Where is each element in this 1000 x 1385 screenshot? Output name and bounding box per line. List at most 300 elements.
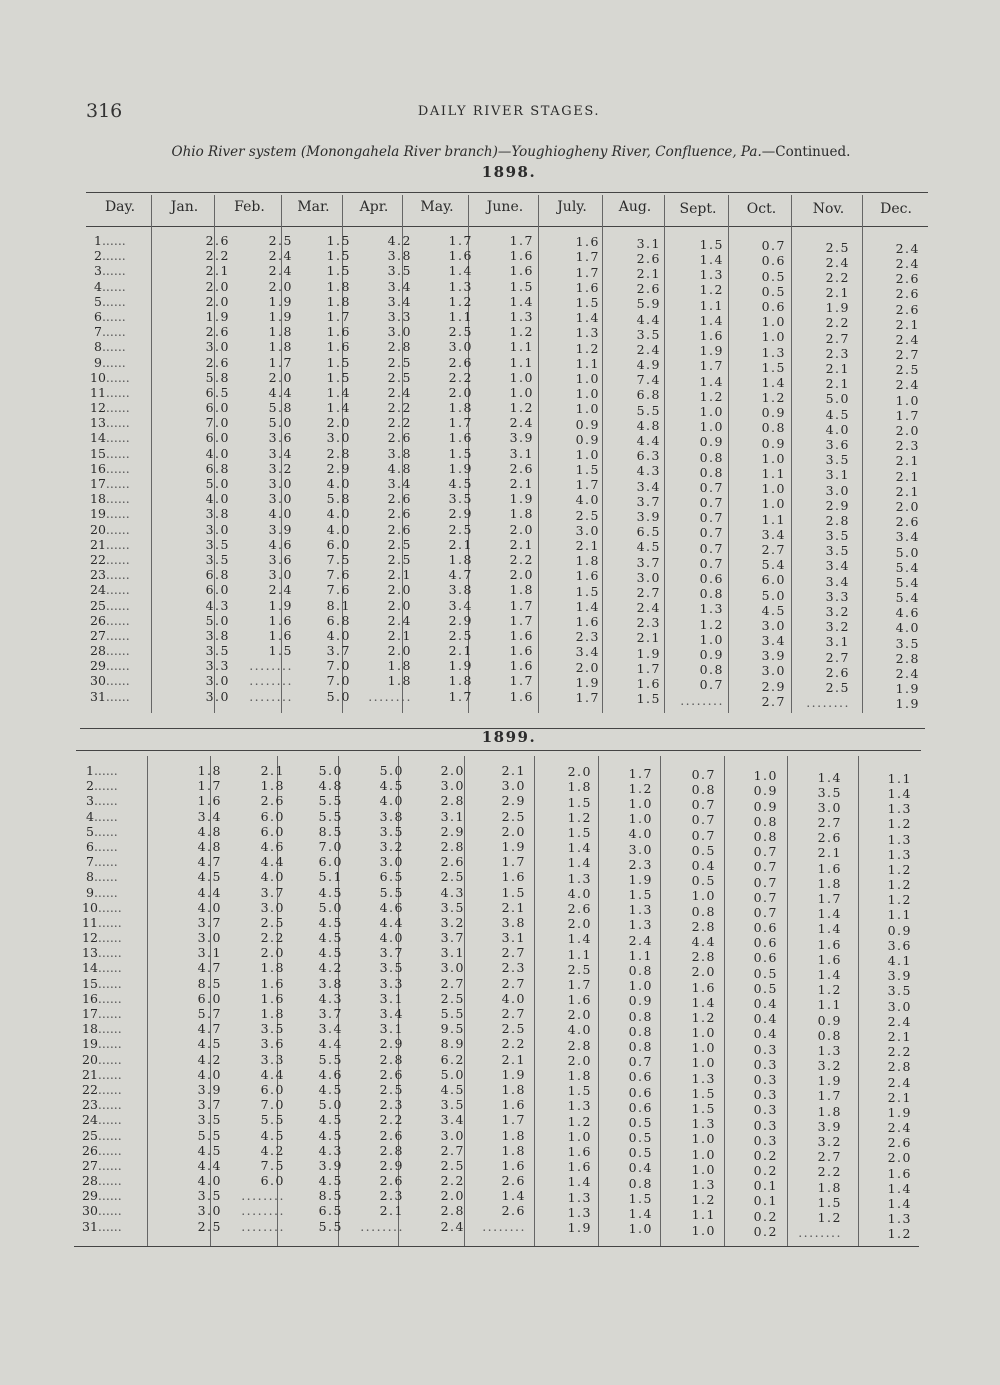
stage-value: 1.7: [575, 689, 600, 705]
stage-value: 2.4: [887, 1074, 912, 1090]
stage-value: 1.8: [268, 339, 293, 355]
day-cell: [82, 839, 122, 854]
day-leader-dots: ......: [101, 293, 126, 309]
stage-value: 5.5: [260, 1112, 285, 1128]
stage-value: 1.8: [448, 400, 473, 416]
stage-value: 3.8: [387, 445, 412, 461]
stage-value: 4.4: [260, 1066, 285, 1082]
stage-value: 2.2: [825, 269, 850, 285]
stage-value: 1.5: [575, 295, 600, 311]
stage-value: 4.5: [318, 1127, 343, 1143]
stage-value: 0.6: [628, 1084, 653, 1100]
stage-value: 4.5: [318, 1081, 343, 1097]
stage-value: 3.7: [318, 1006, 343, 1021]
stage-value: 1.0: [691, 1055, 716, 1071]
stage-value: 1.1: [567, 946, 592, 962]
stage-value: 1.2: [509, 324, 534, 340]
stage-value: 1.6: [817, 951, 842, 967]
stage-value: 2.9: [501, 793, 526, 809]
column-divider: [538, 195, 539, 713]
day-leader-dots: ......: [105, 445, 130, 461]
subtitle-continued: —Continued.: [761, 144, 851, 160]
stage-value: 3.8: [318, 975, 343, 991]
day-cell: [82, 763, 122, 778]
stage-value: 2.6: [825, 664, 850, 680]
stage-value: 4.3: [318, 990, 343, 1006]
stage-value: 1.2: [887, 861, 912, 877]
day-number: 9: [82, 884, 94, 900]
stage-value: 5.8: [268, 400, 293, 416]
stage-value: 3.4: [379, 1006, 404, 1021]
stage-value: 2.7: [895, 347, 920, 363]
stage-value: 1.4: [887, 785, 912, 801]
day-column: [82, 763, 122, 1234]
stage-value: 1.6: [509, 643, 534, 659]
stage-value: 1.6: [260, 990, 285, 1006]
day-number: 14: [82, 960, 98, 976]
stage-value: 3.0: [197, 930, 222, 946]
stage-value: 6.5: [636, 524, 661, 540]
stage-value: 4.6: [268, 536, 293, 552]
stage-value: 1.7: [197, 778, 222, 794]
day-leader-dots: ......: [105, 582, 130, 598]
stage-value: 6.5: [318, 1203, 343, 1219]
stage-value: 1.4: [509, 293, 534, 309]
stage-value: 3.0: [197, 1203, 222, 1219]
stage-value: 4.5: [440, 1081, 465, 1097]
stage-value: 0.7: [691, 766, 716, 782]
stage-value: 2.6: [895, 271, 920, 287]
day-leader-dots: ......: [97, 1006, 122, 1021]
stage-value: 2.0: [205, 293, 230, 309]
day-number: 9: [90, 354, 102, 370]
day-leader-dots: ......: [97, 1051, 122, 1067]
stage-value: 1.8: [448, 673, 473, 689]
stage-value: ........: [249, 688, 293, 704]
stage-value: 2.1: [817, 845, 842, 861]
stage-value: 1.2: [448, 293, 473, 309]
stage-value: 5.0: [379, 763, 404, 778]
day-leader-dots: ......: [105, 476, 130, 491]
column-header: Mar.: [297, 199, 330, 215]
day-cell: [82, 945, 122, 960]
stage-value: 2.6: [501, 1203, 526, 1219]
day-number: 29: [90, 658, 106, 674]
stage-value: 3.5: [440, 1097, 465, 1113]
stage-value: 2.3: [379, 1188, 404, 1204]
stage-value: 4.5: [379, 778, 404, 794]
stage-value: 2.9: [448, 612, 473, 628]
day-leader-dots: ......: [105, 415, 130, 431]
stage-value: 3.2: [817, 1058, 842, 1074]
stage-value: 4.5: [825, 406, 850, 422]
stage-value: 5.0: [326, 688, 351, 704]
day-cell: [90, 446, 130, 461]
stage-value: 1.7: [575, 264, 600, 280]
day-number: 23: [82, 1097, 98, 1113]
day-number: 29: [82, 1188, 98, 1204]
stage-value: 3.1: [825, 634, 850, 650]
stage-value: 2.6: [440, 854, 465, 870]
stage-value: 1.6: [197, 793, 222, 809]
stage-value: 1.2: [817, 1209, 842, 1225]
stage-value: 0.9: [753, 798, 778, 814]
day-cell: [82, 1021, 122, 1036]
stage-value: 5.5: [318, 808, 343, 824]
stage-value: 2.1: [448, 536, 473, 552]
day-leader-dots: ......: [101, 278, 126, 294]
stage-value: 3.2: [379, 838, 404, 854]
stage-value: 2.2: [387, 415, 412, 431]
column-header: Jan.: [170, 199, 199, 215]
stage-value: 3.7: [197, 1097, 222, 1113]
stage-value: 3.4: [387, 278, 412, 294]
day-leader-dots: ......: [93, 808, 118, 824]
stage-value: 1.6: [268, 612, 293, 628]
stage-value: 1.8: [567, 1068, 592, 1084]
stage-value: 1.9: [509, 491, 534, 507]
stage-value: 1.4: [817, 921, 842, 937]
day-cell: [82, 824, 122, 839]
stage-value: 2.6: [448, 354, 473, 370]
stage-value: 0.1: [753, 1178, 778, 1194]
stage-value: 1.5: [691, 1101, 716, 1117]
stage-value: 2.6: [887, 1135, 912, 1151]
stage-value: 3.4: [440, 1112, 465, 1128]
stage-value: 2.4: [268, 248, 293, 264]
day-cell: [90, 673, 130, 688]
stage-value: 0.8: [699, 586, 724, 602]
day-number: 13: [90, 415, 106, 431]
stage-value: 3.5: [205, 643, 230, 659]
month-column: [664, 237, 724, 708]
day-leader-dots: ......: [105, 536, 130, 552]
stage-value: 2.4: [440, 1218, 465, 1234]
stage-value: 1.1: [575, 355, 600, 371]
stage-value: 2.5: [387, 536, 412, 552]
stage-value: 1.5: [628, 1190, 653, 1206]
day-leader-dots: ......: [105, 673, 130, 689]
day-number: 1: [82, 763, 94, 778]
day-leader-dots: ......: [93, 778, 118, 794]
stage-value: 6.0: [205, 430, 230, 446]
stage-value: 1.3: [817, 1042, 842, 1058]
day-cell: [82, 1097, 122, 1112]
stage-value: 1.2: [691, 1192, 716, 1208]
stage-value: 2.4: [636, 600, 661, 616]
day-number: 27: [90, 627, 106, 643]
stage-value: 2.0: [691, 964, 716, 980]
day-cell: [82, 1006, 122, 1021]
day-leader-dots: ......: [97, 899, 122, 915]
stage-value: 1.3: [691, 1176, 716, 1192]
stage-value: 5.4: [761, 557, 786, 573]
stage-value: 1.6: [326, 339, 351, 355]
stage-value: 0.7: [699, 525, 724, 541]
stage-value: 4.0: [379, 930, 404, 946]
stage-value: 1.8: [268, 324, 293, 340]
day-cell: [82, 991, 122, 1006]
day-cell: [90, 643, 130, 658]
day-cell: [90, 248, 130, 263]
day-leader-dots: ......: [93, 838, 118, 854]
stage-value: 2.8: [440, 793, 465, 809]
stage-value: 2.4: [387, 384, 412, 400]
stage-value: 1.0: [761, 450, 786, 466]
stage-value: 2.1: [501, 763, 526, 778]
stage-value: 5.0: [895, 544, 920, 560]
stage-value: ........: [680, 692, 724, 708]
stage-value: 1.4: [817, 906, 842, 922]
day-leader-dots: ......: [105, 506, 130, 522]
column-header: Dec.: [880, 201, 912, 217]
stage-value: 2.7: [817, 815, 842, 831]
stage-value: 3.6: [825, 436, 850, 452]
stage-value: 5.0: [761, 587, 786, 603]
stage-value: 9.5: [440, 1021, 465, 1037]
stage-value: 3.7: [197, 914, 222, 930]
stage-value: 1.5: [628, 887, 653, 903]
day-number: 8: [90, 339, 102, 355]
stage-value: 1.3: [575, 325, 600, 341]
day-cell: [82, 1112, 122, 1127]
stage-value: 1.3: [691, 1070, 716, 1086]
stage-value: 2.9: [440, 823, 465, 839]
stage-value: 1.4: [326, 400, 351, 416]
stage-value: 0.7: [691, 797, 716, 813]
stage-value: 2.1: [887, 1089, 912, 1105]
stage-value: 5.5: [197, 1127, 222, 1143]
day-leader-dots: ......: [101, 248, 126, 264]
day-number: 16: [82, 990, 98, 1006]
stage-value: 6.0: [260, 808, 285, 824]
stage-value: 3.9: [636, 508, 661, 524]
stage-value: 1.5: [448, 445, 473, 461]
stage-value: 3.0: [636, 569, 661, 585]
stage-value: ........: [798, 1225, 842, 1241]
stage-value: 6.0: [260, 823, 285, 839]
stage-value: 2.8: [887, 1059, 912, 1075]
stage-value: 2.5: [448, 521, 473, 537]
stage-value: 2.3: [501, 960, 526, 976]
stage-value: 3.2: [825, 619, 850, 635]
stage-value: 0.9: [575, 416, 600, 432]
stage-value: 2.5: [501, 808, 526, 824]
stage-value: 1.0: [753, 768, 778, 784]
stage-value: 2.0: [440, 763, 465, 778]
day-leader-dots: ......: [101, 263, 126, 279]
stage-value: 0.7: [691, 827, 716, 843]
day-leader-dots: ......: [101, 339, 126, 355]
stage-value: 5.5: [318, 1051, 343, 1067]
stage-value: 8.5: [318, 1188, 343, 1204]
stage-value: 0.9: [887, 922, 912, 938]
day-number: 22: [82, 1081, 98, 1097]
stage-value: 3.3: [260, 1051, 285, 1067]
stage-value: 3.4: [387, 293, 412, 309]
stage-value: 3.5: [197, 1112, 222, 1128]
stage-value: 2.4: [895, 377, 920, 393]
day-leader-dots: ......: [97, 1066, 122, 1082]
day-leader-dots: ......: [97, 1097, 122, 1113]
stage-value: 4.5: [197, 1142, 222, 1158]
day-number: 17: [90, 476, 106, 491]
stage-value: 4.0: [268, 506, 293, 522]
stage-value: 2.0: [575, 659, 600, 675]
stage-value: 1.6: [567, 1159, 592, 1175]
stage-value: 1.5: [326, 263, 351, 279]
stage-value: 2.2: [817, 1164, 842, 1180]
stage-value: 4.6: [895, 605, 920, 621]
day-leader-dots: ......: [105, 658, 130, 674]
stage-value: 4.0: [825, 421, 850, 437]
stage-value: 2.0: [268, 278, 293, 294]
column-divider: [151, 195, 152, 713]
day-leader-dots: ......: [93, 869, 118, 885]
stage-value: 0.4: [691, 858, 716, 874]
stage-value: 4.8: [197, 838, 222, 854]
stage-value: 0.9: [575, 431, 600, 447]
stage-value: 3.3: [387, 308, 412, 324]
month-column: [593, 766, 653, 1237]
stage-value: 1.3: [699, 601, 724, 617]
stage-value: 1.7: [448, 688, 473, 704]
stage-value: 3.0: [440, 1127, 465, 1143]
stage-value: 3.4: [575, 644, 600, 660]
day-cell: [90, 537, 130, 552]
stage-value: 4.4: [636, 433, 661, 449]
stage-value: 2.1: [387, 627, 412, 643]
stage-value: 4.0: [501, 990, 526, 1006]
day-cell: [82, 960, 122, 975]
stage-value: 4.5: [318, 1112, 343, 1128]
stage-value: 1.5: [691, 1085, 716, 1101]
stage-value: 6.0: [197, 990, 222, 1006]
stage-value: 2.2: [260, 930, 285, 946]
day-leader-dots: ......: [105, 460, 130, 476]
stage-value: 1.9: [825, 300, 850, 316]
stage-value: 1.7: [501, 1112, 526, 1128]
stage-value: 0.7: [753, 904, 778, 920]
stage-value: 0.6: [699, 571, 724, 587]
stage-value: 1.8: [509, 582, 534, 598]
day-number: 3: [82, 793, 94, 809]
stage-value: 0.8: [817, 1027, 842, 1043]
month-column: [344, 763, 404, 1234]
stage-value: 1.8: [567, 779, 592, 795]
stage-value: 1.8: [575, 553, 600, 569]
stage-value: 1.5: [636, 691, 661, 707]
stage-value: 3.0: [205, 673, 230, 689]
stage-value: 1.8: [387, 673, 412, 689]
stage-value: 2.5: [387, 551, 412, 567]
stage-value: 0.2: [753, 1163, 778, 1179]
stage-value: ........: [806, 695, 850, 711]
day-cell: [90, 370, 130, 385]
day-cell: [90, 279, 130, 294]
stage-value: 1.9: [895, 681, 920, 697]
stage-value: 1.4: [567, 931, 592, 947]
stage-value: 2.0: [326, 415, 351, 431]
stage-value: 7.6: [326, 582, 351, 598]
day-cell: [82, 1067, 122, 1082]
column-header: July.: [557, 199, 587, 215]
stage-value: 1.7: [699, 358, 724, 374]
stage-value: 1.9: [501, 1066, 526, 1082]
stage-value: 5.0: [440, 1066, 465, 1082]
stage-value: 2.0: [567, 764, 592, 780]
stage-value: 2.5: [260, 914, 285, 930]
stage-value: 2.7: [825, 330, 850, 346]
stage-value: 1.5: [326, 233, 351, 248]
stage-value: 1.5: [761, 359, 786, 375]
stage-value: 1.1: [761, 511, 786, 527]
stage-value: 1.1: [448, 308, 473, 324]
stage-value: 1.8: [260, 778, 285, 794]
stage-value: 1.2: [691, 1009, 716, 1025]
day-number: 23: [90, 567, 106, 583]
stage-value: 3.0: [628, 841, 653, 857]
day-number: 11: [82, 914, 98, 930]
stage-value: 1.8: [501, 1127, 526, 1143]
month-column: [466, 763, 526, 1234]
day-leader-dots: ......: [105, 643, 130, 659]
table-subtitle: [0, 144, 1000, 160]
stage-value: 2.0: [387, 643, 412, 659]
day-number: 10: [90, 369, 106, 385]
stage-value: 1.4: [326, 384, 351, 400]
day-cell: [90, 689, 130, 704]
month-column: [474, 233, 534, 704]
day-cell: [90, 339, 130, 354]
stage-value: 2.6: [501, 1173, 526, 1189]
column-header: Day.: [104, 199, 136, 215]
stage-value: 2.6: [509, 460, 534, 476]
day-leader-dots: ......: [105, 521, 130, 537]
stage-value: 2.4: [628, 932, 653, 948]
stage-value: 0.5: [628, 1130, 653, 1146]
day-number: 31: [90, 688, 106, 704]
stage-value: 3.4: [761, 633, 786, 649]
stage-value: 0.4: [628, 1160, 653, 1176]
stage-value: 3.0: [205, 521, 230, 537]
stage-value: 1.2: [567, 1113, 592, 1129]
day-number: 2: [90, 248, 102, 264]
stage-value: 2.3: [636, 615, 661, 631]
stage-value: 5.4: [895, 559, 920, 575]
day-cell: [90, 309, 130, 324]
stage-value: 5.4: [895, 574, 920, 590]
stage-value: 2.4: [387, 612, 412, 628]
stage-value: 2.5: [501, 1021, 526, 1037]
day-cell: [90, 263, 130, 278]
stage-value: 4.5: [318, 884, 343, 900]
day-leader-dots: ......: [97, 1112, 122, 1128]
stage-value: 1.5: [326, 369, 351, 385]
stage-value: 4.9: [636, 357, 661, 373]
stage-value: 1.7: [567, 976, 592, 992]
stage-value: 1.3: [509, 308, 534, 324]
running-title: DAILY RIVER STAGES.: [417, 104, 601, 119]
stage-value: 1.8: [260, 960, 285, 976]
stage-value: 2.6: [260, 793, 285, 809]
day-number: 11: [90, 384, 106, 400]
stage-value: 5.5: [318, 793, 343, 809]
stage-value: 0.5: [761, 283, 786, 299]
stage-value: 3.1: [509, 445, 534, 461]
stage-value: 2.6: [895, 286, 920, 302]
stage-value: 1.3: [448, 278, 473, 294]
